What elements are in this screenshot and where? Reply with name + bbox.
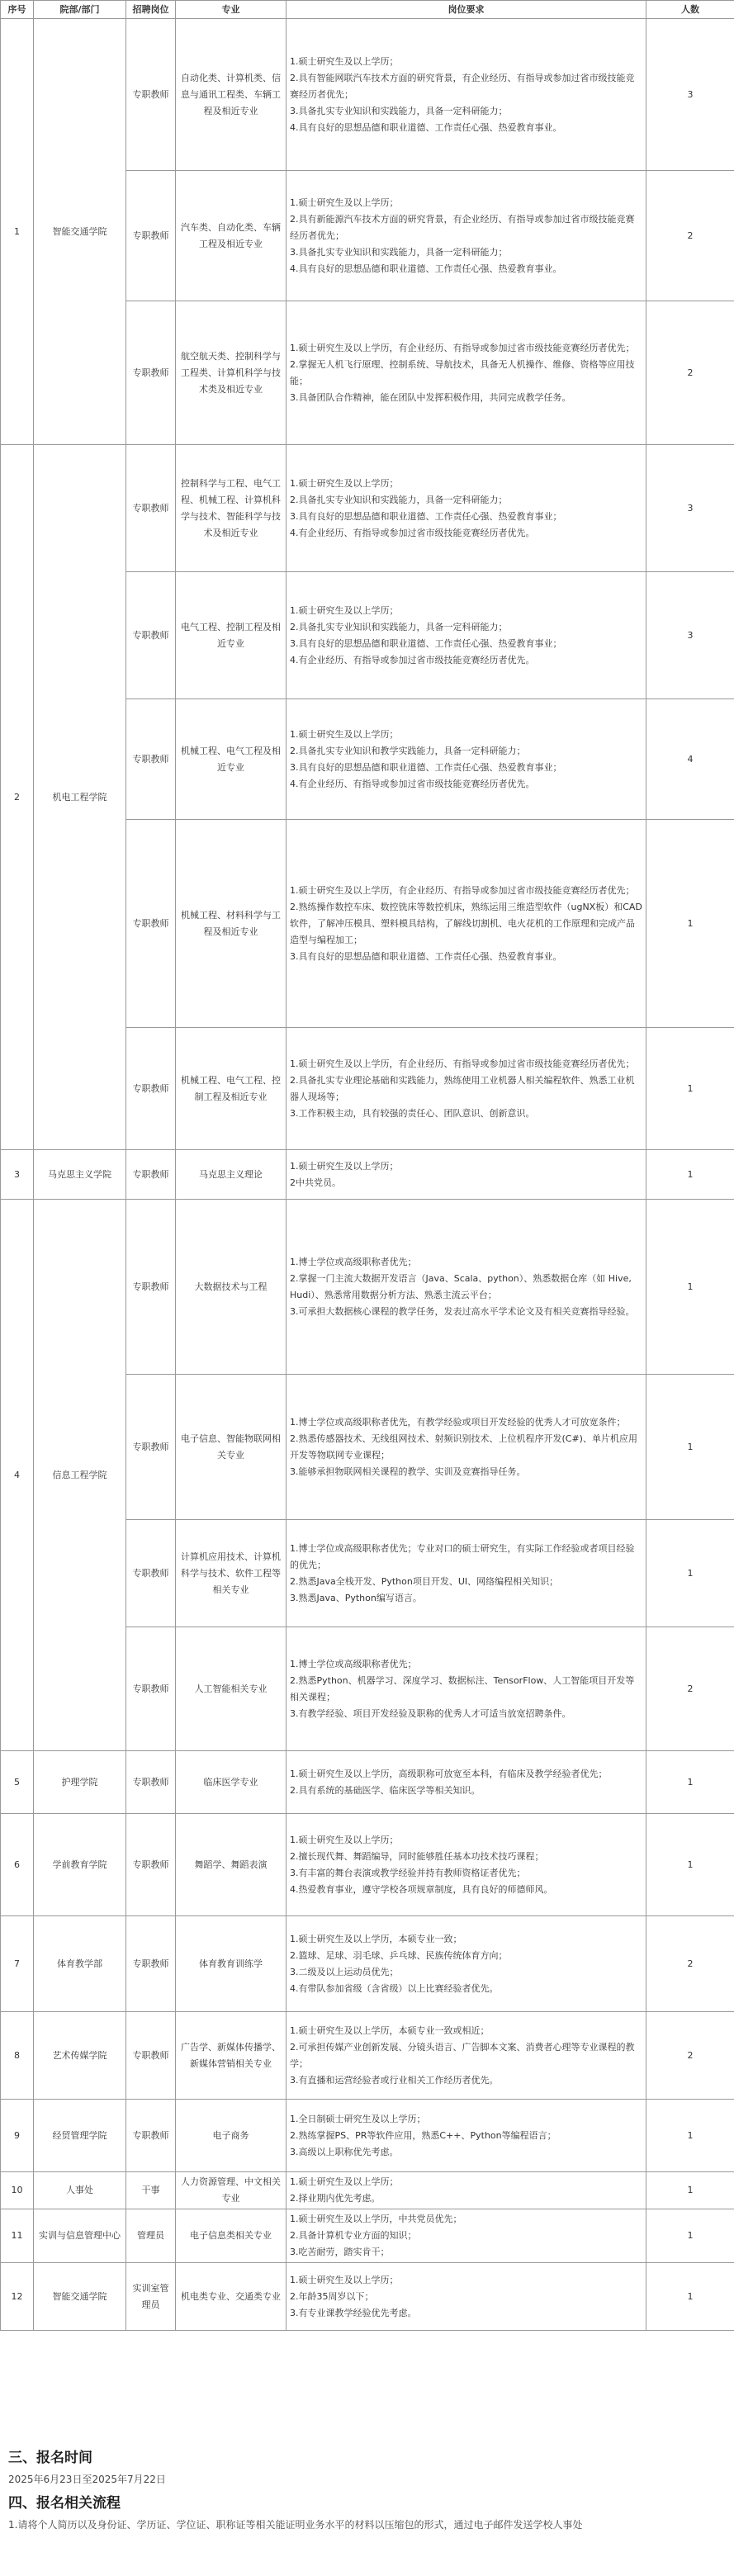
- headcount: 1: [646, 1028, 734, 1150]
- major: 马克思主义理论: [176, 1150, 286, 1200]
- major: 机械工程、电气工程、控制工程及相近专业: [176, 1028, 286, 1150]
- requirements: [286, 445, 646, 572]
- requirement-line: 4.热爱教育事业，遵守学校各项规章制度，具有良好的师德师风。: [290, 1883, 553, 1895]
- department: 学前教育学院: [34, 1814, 126, 1916]
- major: 自动化类、计算机类、信息与通讯工程类、车辆工程及相近专业: [176, 19, 286, 171]
- headcount: 1: [646, 1375, 734, 1520]
- header-requirements: 岗位要求: [286, 1, 646, 19]
- section-time-text: 2025年6月23日至2025年7月22日: [8, 2474, 166, 2485]
- requirement-line: 2.掌握一门主流大数据开发语言（Java、Scala、python）、熟悉数据仓库（如 Hive, Hudi）、熟悉常用数据分析方法、熟悉主流云平台；: [290, 1272, 632, 1300]
- requirement-line: 2.年龄35周岁以下；: [290, 2290, 374, 2302]
- requirement-line: 3.具有良好的思想品德和职业道德、工作责任心强、热爱教育事业；: [290, 510, 562, 522]
- header-count: 人数: [646, 1, 734, 19]
- header-dept: 院部/部门: [34, 1, 126, 19]
- position: 专职教师: [126, 19, 176, 171]
- department: 机电工程学院: [34, 445, 126, 1150]
- requirements: [286, 2100, 646, 2172]
- requirement-line: 3.具备团队合作精神，能在团队中发挥积极作用，共同完成教学任务。: [290, 391, 571, 403]
- requirement-line: 2.择业期内优先考虑。: [290, 2193, 381, 2204]
- requirement-line: 1.硕士研究生及以上学历，中共党员优先；: [290, 2214, 462, 2224]
- requirement-line: 2.熟练操作数控车床、数控铣床等数控机床，熟练运用三维造型软件（ugNX板）和CAD软件，了解冲压模具、塑料模具结构，了解线切割机、电火花机的工作原理和完成产品造型与编程加工；: [290, 901, 642, 945]
- requirements: [286, 2209, 646, 2263]
- requirements: [286, 171, 646, 301]
- requirements: [286, 19, 646, 171]
- requirements: [286, 1520, 646, 1627]
- table-row: [1, 1751, 734, 1814]
- requirement-line: 1.硕士研究生及以上学历；: [290, 604, 399, 616]
- requirement-line: 1.硕士研究生及以上学历；: [290, 55, 399, 67]
- row-number: 11: [1, 2209, 34, 2263]
- department: 实训与信息管理中心: [34, 2209, 126, 2263]
- position: 专职教师: [126, 1200, 176, 1375]
- position: 专职教师: [126, 1028, 176, 1150]
- requirement-line: 1.硕士研究生及以上学历，本硕专业一致或相近；: [290, 2024, 490, 2036]
- row-number: 5: [1, 1751, 34, 1814]
- headcount: 3: [646, 445, 734, 572]
- requirement-line: 1.硕士研究生及以上学历；: [290, 1834, 399, 1845]
- requirement-line: 1.博士学位或高级职称者优先；专业对口的硕士研究生，有实际工作经验或者项目经验的优先；: [290, 1542, 635, 1570]
- header-position: 招聘岗位: [126, 1, 176, 19]
- requirement-line: 3.具有良好的思想品德和职业道德、工作责任心强、热爱教育事业；: [290, 761, 562, 773]
- major: 人力资源管理、中文相关专业: [176, 2172, 286, 2209]
- requirement-line: 1.硕士研究生及以上学历；: [290, 477, 399, 489]
- headcount: 1: [646, 1814, 734, 1916]
- requirement-line: 1.硕士研究生及以上学历；: [290, 2176, 399, 2187]
- requirement-line: 1.博士学位或高级职称者优先；: [290, 1658, 417, 1669]
- requirement-line: 3.具备扎实专业知识和实践能力，具备一定科研能力；: [290, 246, 508, 258]
- headcount: 2: [646, 1916, 734, 2012]
- position: 管理员: [126, 2209, 176, 2263]
- requirement-line: 2.篮球、足球、羽毛球、乒乓球、民族传统体育方向；: [290, 1949, 508, 1961]
- major: 汽车类、自动化类、车辆工程及相近专业: [176, 171, 286, 301]
- major: 计算机应用技术、计算机科学与技术、软件工程等相关专业: [176, 1520, 286, 1627]
- headcount: 1: [646, 820, 734, 1028]
- requirement-line: 1.博士学位或高级职称者优先，有教学经验或项目开发经验的优秀人才可放宽条件；: [290, 1416, 626, 1428]
- headcount: 1: [646, 1150, 734, 1200]
- requirement-line: 3.能够承担物联网相关课程的教学、实训及竞赛指导任务。: [290, 1466, 526, 1477]
- requirement-line: 3.具有良好的思想品德和职业道德、工作责任心强、热爱教育事业；: [290, 637, 562, 649]
- headcount: 3: [646, 19, 734, 171]
- department: 信息工程学院: [34, 1200, 126, 1751]
- requirement-line: 1.硕士研究生及以上学历，高级职称可放宽至本科，有临床及教学经验者优先；: [290, 1768, 608, 1779]
- row-number: 7: [1, 1916, 34, 2012]
- major: 人工智能相关专业: [176, 1627, 286, 1751]
- department: 智能交通学院: [34, 19, 126, 445]
- requirement-line: 1.全日制硕士研究生及以上学历；: [290, 2113, 426, 2124]
- position: 干事: [126, 2172, 176, 2209]
- requirement-line: 3.可承担大数据核心课程的教学任务，发表过高水平学术论文及有相关竞赛指导经验。: [290, 1305, 635, 1317]
- headcount: 2: [646, 2012, 734, 2100]
- major: 控制科学与工程、电气工程、机械工程、计算机科学与技术、智能科学与技术及相近专业: [176, 445, 286, 572]
- department: 护理学院: [34, 1751, 126, 1814]
- requirements: [286, 1150, 646, 1200]
- row-number: 4: [1, 1200, 34, 1751]
- requirement-line: 2.具备扎实专业知识和教学实践能力，具备一定科研能力；: [290, 745, 526, 756]
- position: 专职教师: [126, 1627, 176, 1751]
- department: 体育教学部: [34, 1916, 126, 2012]
- headcount: 1: [646, 2263, 734, 2331]
- requirement-line: 2.擅长现代舞、舞蹈编导，同时能够胜任基本功技术技巧课程；: [290, 1850, 544, 1862]
- requirements: [286, 2012, 646, 2100]
- requirement-line: 2.具备计算机专业方面的知识；: [290, 2230, 417, 2241]
- row-number: 6: [1, 1814, 34, 1916]
- requirement-line: 1.硕士研究生及以上学历；: [290, 197, 399, 208]
- requirement-line: 1.硕士研究生及以上学历；: [290, 1160, 399, 1172]
- requirements: [286, 2172, 646, 2209]
- table-row: [1, 19, 734, 171]
- requirement-line: 2.可承担传媒产业创新发展、分镜头语言、广告脚本文案、消费者心理等专业课程的教学；: [290, 2041, 635, 2069]
- department: 马克思主义学院: [34, 1150, 126, 1200]
- major: 临床医学专业: [176, 1751, 286, 1814]
- position: 专职教师: [126, 1814, 176, 1916]
- requirement-line: 2.具备扎实专业知识和实践能力，具备一定科研能力；: [290, 621, 508, 632]
- requirement-line: 2.熟悉传感器技术、无线组网技术、射频识别技术、上位机程序开发(C#)、单片机应用开发等物联网专业课程；: [290, 1432, 637, 1461]
- major: 电子商务: [176, 2100, 286, 2172]
- headcount: 2: [646, 301, 734, 445]
- department: 智能交通学院: [34, 2263, 126, 2331]
- requirement-line: 2.具有新能源汽车技术方面的研究背景，有企业经历、有指导或参加过省市级技能竞赛经历者优先；: [290, 213, 635, 241]
- position: 专职教师: [126, 301, 176, 445]
- requirement-line: 4.有带队参加省级（含省级）以上比赛经验者优先。: [290, 1982, 499, 1994]
- headcount: 2: [646, 171, 734, 301]
- row-number: 8: [1, 2012, 34, 2100]
- requirement-line: 2.掌握无人机飞行原理、控制系统、导航技术，具备无人机操作、维修、资格等应用技能；: [290, 358, 635, 386]
- requirements: [286, 820, 646, 1028]
- section-time-title: 三、报名时间: [8, 2450, 92, 2466]
- requirements: [286, 1200, 646, 1375]
- requirement-line: 3.吃苦耐劳，踏实肯干；: [290, 2247, 390, 2257]
- requirement-line: 3.具有良好的思想品德和职业道德、工作责任心强、热爱教育事业。: [290, 950, 562, 962]
- requirements: [286, 1627, 646, 1751]
- position: 实训室管理员: [126, 2263, 176, 2331]
- requirement-line: 3.熟悉Java、Python编写语言。: [290, 1592, 422, 1603]
- headcount: 1: [646, 2100, 734, 2172]
- headcount: 4: [646, 699, 734, 820]
- table-row: [1, 445, 734, 572]
- headcount: 3: [646, 572, 734, 699]
- requirement-line: 1.博士学位或高级职称者优先；: [290, 1256, 417, 1267]
- position: 专职教师: [126, 2012, 176, 2100]
- headcount: 1: [646, 1200, 734, 1375]
- requirement-line: 3.有专业课教学经验优先考虑。: [290, 2307, 417, 2318]
- position: 专职教师: [126, 1375, 176, 1520]
- requirements: [286, 1916, 646, 2012]
- table-row: [1, 1200, 734, 1375]
- headcount: 1: [646, 1520, 734, 1627]
- requirement-line: 4.有企业经历、有指导或参加过省市级技能竞赛经历者优先。: [290, 778, 535, 789]
- row-number: 2: [1, 445, 34, 1150]
- requirement-line: 4.具有良好的思想品德和职业道德、工作责任心强、热爱教育事业。: [290, 121, 562, 133]
- headcount: 1: [646, 1751, 734, 1814]
- position: 专职教师: [126, 1751, 176, 1814]
- requirement-line: 2.具有智能网联汽车技术方面的研究背景，有企业经历、有指导或参加过省市级技能竞赛经历者优先；: [290, 72, 635, 100]
- header-no: 序号: [1, 1, 34, 19]
- position: 专职教师: [126, 445, 176, 572]
- requirement-line: 1.硕士研究生及以上学历，有企业经历、有指导或参加过省市级技能竞赛经历者优先；: [290, 342, 635, 353]
- position: 专职教师: [126, 820, 176, 1028]
- major: 电气工程、控制工程及相近专业: [176, 572, 286, 699]
- major: 电子信息类相关专业: [176, 2209, 286, 2263]
- headcount: 1: [646, 2209, 734, 2263]
- requirements: [286, 1751, 646, 1814]
- table-row: [1, 1916, 734, 2012]
- position: 专职教师: [126, 572, 176, 699]
- major: 电子信息、智能物联网相关专业: [176, 1375, 286, 1520]
- table-row: [1, 1150, 734, 1200]
- section-process-title: 四、报名相关流程: [8, 2495, 121, 2512]
- table-row: [1, 2172, 734, 2209]
- requirement-line: 1.硕士研究生及以上学历，有企业经历、有指导或参加过省市级技能竞赛经历者优先；: [290, 1058, 635, 1069]
- position: 专职教师: [126, 1520, 176, 1627]
- row-number: 10: [1, 2172, 34, 2209]
- major: 舞蹈学、舞蹈表演: [176, 1814, 286, 1916]
- requirements: [286, 699, 646, 820]
- row-number: 3: [1, 1150, 34, 1200]
- requirements: [286, 572, 646, 699]
- requirement-line: 1.硕士研究生及以上学历；: [290, 728, 399, 740]
- requirements: [286, 1375, 646, 1520]
- department: 经贸管理学院: [34, 2100, 126, 2172]
- requirement-line: 3.工作积极主动，具有较强的责任心、团队意识、创新意识。: [290, 1107, 535, 1119]
- requirement-line: 3.具备扎实专业知识和实践能力，具备一定科研能力；: [290, 105, 508, 116]
- position: 专职教师: [126, 699, 176, 820]
- table-row: [1, 2263, 734, 2331]
- requirement-line: 2中共党员。: [290, 1177, 341, 1188]
- requirement-line: 3.高级以上职称优先考虑。: [290, 2146, 399, 2157]
- requirement-line: 3.有教学经验、项目开发经验及职称的优秀人才可适当放宽招聘条件。: [290, 1707, 571, 1719]
- requirement-line: 2.熟悉Java全栈开发、Python项目开发、UI、网络编程相关知识；: [290, 1575, 559, 1587]
- requirements: [286, 1814, 646, 1916]
- major: 航空航天类、控制科学与工程类、计算机科学与技术类及相近专业: [176, 301, 286, 445]
- requirements: [286, 2263, 646, 2331]
- major: 大数据技术与工程: [176, 1200, 286, 1375]
- major: 机电类专业、交通类专业: [176, 2263, 286, 2331]
- requirement-line: 4.有企业经历、有指导或参加过省市级技能竞赛经历者优先。: [290, 527, 535, 538]
- requirements: [286, 301, 646, 445]
- row-number: 1: [1, 19, 34, 445]
- major: 机械工程、电气工程及相近专业: [176, 699, 286, 820]
- requirement-line: 1.硕士研究生及以上学历，本硕专业一致；: [290, 1933, 462, 1944]
- requirement-line: 2.具备扎实专业理论基础和实践能力，熟练使用工业机器人相关编程软件、熟悉工业机器人现场等；: [290, 1074, 635, 1102]
- major: 广告学、新媒体传播学、新媒体营销相关专业: [176, 2012, 286, 2100]
- table-row: [1, 2012, 734, 2100]
- info-sections: [0, 2442, 734, 2533]
- major: 体育教育训练学: [176, 1916, 286, 2012]
- position: 专职教师: [126, 171, 176, 301]
- department: 艺术传媒学院: [34, 2012, 126, 2100]
- requirement-line: 1.硕士研究生及以上学历；: [290, 2274, 399, 2285]
- position: 专职教师: [126, 2100, 176, 2172]
- requirement-line: 4.具有良好的思想品德和职业道德、工作责任心强、热爱教育事业。: [290, 263, 562, 274]
- row-number: 12: [1, 2263, 34, 2331]
- requirement-line: 1.硕士研究生及以上学历，有企业经历、有指导或参加过省市级技能竞赛经历者优先；: [290, 884, 635, 896]
- position: 专职教师: [126, 1916, 176, 2012]
- requirements: [286, 1028, 646, 1150]
- requirement-line: 2.熟练掌握PS、PR等软件应用，熟悉C++、Python等编程语言；: [290, 2129, 556, 2141]
- requirement-line: 3.二级及以上运动员优先；: [290, 1966, 399, 1977]
- department: 人事处: [34, 2172, 126, 2209]
- requirement-line: 2.具有系统的基础医学、临床医学等相关知识。: [290, 1784, 481, 1796]
- requirement-line: 2.具备扎实专业知识和实践能力，具备一定科研能力；: [290, 494, 508, 505]
- table-row: [1, 1814, 734, 1916]
- requirement-line: 2.熟悉Python、机器学习、深度学习、数据标注、TensorFlow、人工智能项目开发等相关课程；: [290, 1674, 635, 1702]
- headcount: 1: [646, 2172, 734, 2209]
- table-row: [1, 2209, 734, 2263]
- headcount: 2: [646, 1627, 734, 1751]
- section-process-text: 1.请将个人简历以及身份证、学历证、学位证、职称证等相关能证明业务水平的材料以压缩包的形式，通过电子邮件发送学校人事处: [8, 2519, 583, 2531]
- position: 专职教师: [126, 1150, 176, 1200]
- requirement-line: 3.有丰富的舞台表演或教学经验并持有教师资格证者优先；: [290, 1867, 526, 1878]
- table-header-row: [1, 1, 734, 19]
- row-number: 9: [1, 2100, 34, 2172]
- major: 机械工程、材料科学与工程及相近专业: [176, 820, 286, 1028]
- requirement-line: 3.有直播和运营经验者或行业相关工作经历者优先。: [290, 2074, 499, 2086]
- requirement-line: 4.有企业经历、有指导或参加过省市级技能竞赛经历者优先。: [290, 654, 535, 665]
- header-major: 专业: [176, 1, 286, 19]
- table-row: [1, 2100, 734, 2172]
